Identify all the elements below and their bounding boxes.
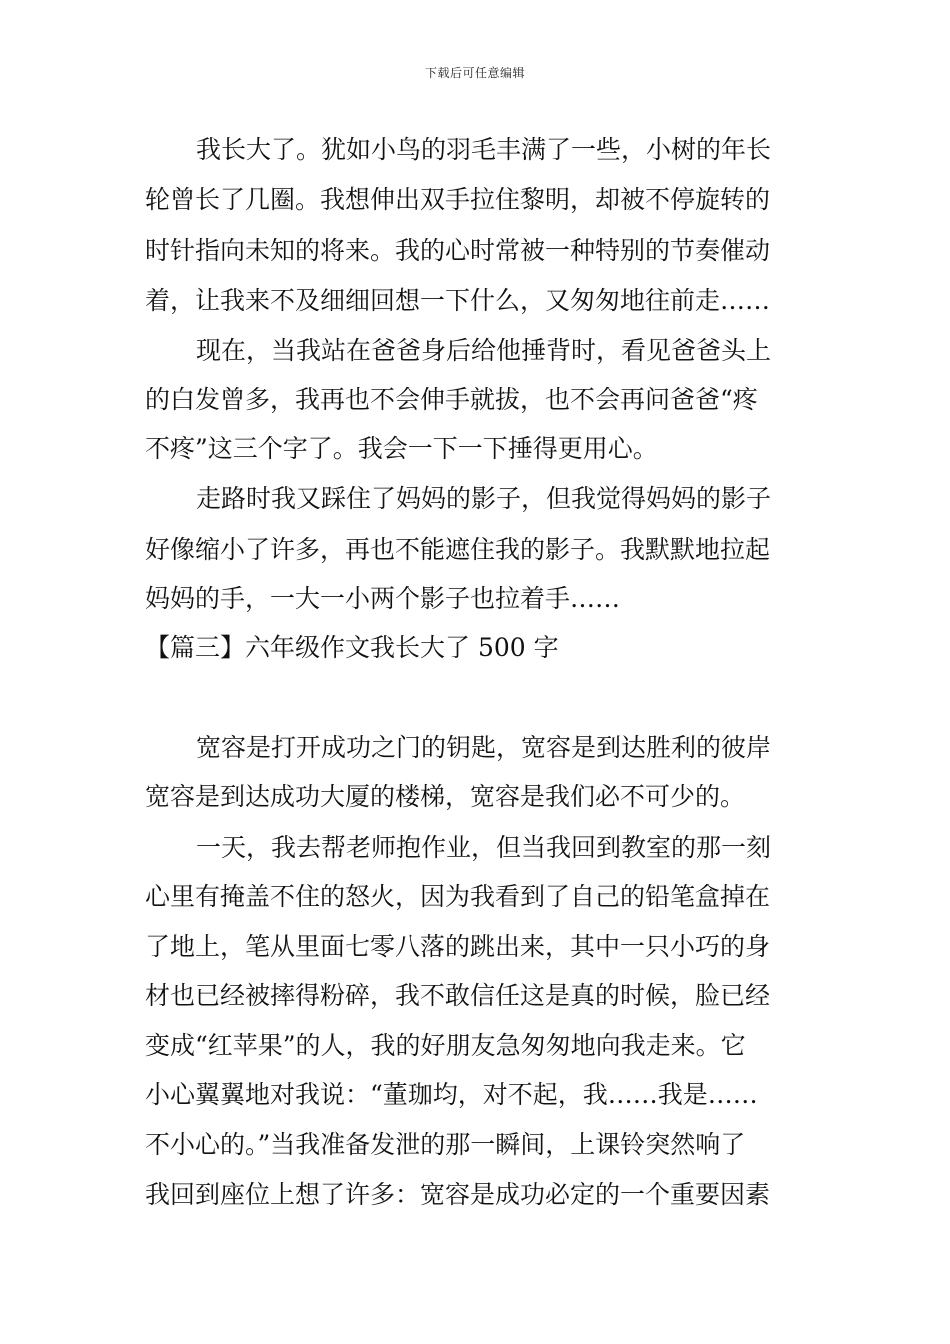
paragraph-5-line-7: 不小心的。”当我准备发泄的那一瞬间，上课铃突然响了 xyxy=(145,1130,746,1159)
paragraph-1-line-3: 时针指向未知的将来。我的心时常被一种特别的节奏催动 xyxy=(145,236,771,265)
paragraph-1-line-4: 着，让我来不及细细回想一下什么，又匆匆地往前走…… xyxy=(145,286,771,315)
paragraph-5-line-6: 小心翼翼地对我说：“董珈均，对不起，我……我是…… xyxy=(145,1080,758,1109)
paragraph-1-line-1: 我长大了。犹如小鸟的羽毛丰满了一些，小树的年长 xyxy=(196,135,772,164)
paragraph-5-line-3: 了地上，笔从里面七零八落的跳出来，其中一只小巧的身 xyxy=(145,932,771,961)
paragraph-5-line-2: 心里有掩盖不住的怒火，因为我看到了自己的铅笔盒掉在 xyxy=(145,882,771,911)
paragraph-1-line-2: 轮曾长了几圈。我想伸出双手拉住黎明，却被不停旋转的 xyxy=(145,185,771,214)
paragraph-3-line-3: 妈妈的手，一大一小两个影子也拉着手…… xyxy=(145,584,621,613)
page-header-note: 下载后可任意编辑 xyxy=(424,66,525,80)
paragraph-3-line-2: 好像缩小了许多，再也不能遮住我的影子。我默默地拉起 xyxy=(145,535,771,564)
paragraph-5-line-8: 我回到座位上想了许多：宽容是成功必定的一个重要因素 xyxy=(145,1180,771,1209)
section-heading: 【篇三】六年级作文我长大了 500 字 xyxy=(145,633,559,662)
paragraph-3-line-1: 走路时我又踩住了妈妈的影子，但我觉得妈妈的影子 xyxy=(196,484,772,513)
paragraph-2-line-3: 不疼”这三个字了。我会一下一下捶得更用心。 xyxy=(145,434,658,463)
paragraph-5-line-1: 一天，我去帮老师抱作业，但当我回到教室的那一刻 xyxy=(196,833,772,862)
paragraph-4-line-2: 宽容是到达成功大厦的楼梯，宽容是我们必不可少的。 xyxy=(145,782,746,811)
paragraph-5-line-4: 材也已经被摔得粉碎，我不敢信任这是真的时候，脸已经 xyxy=(145,981,771,1010)
paragraph-2-line-2: 的白发曾多，我再也不会伸手就拔，也不会再问爸爸“疼 xyxy=(145,385,758,414)
paragraph-2-line-1: 现在，当我站在爸爸身后给他捶背时，看见爸爸头上 xyxy=(196,336,772,365)
paragraph-4-line-1: 宽容是打开成功之门的钥匙，宽容是到达胜利的彼岸 xyxy=(196,733,772,762)
paragraph-5-line-5: 变成“红苹果”的人，我的好朋友急匆匆地向我走来。它 xyxy=(145,1031,746,1060)
